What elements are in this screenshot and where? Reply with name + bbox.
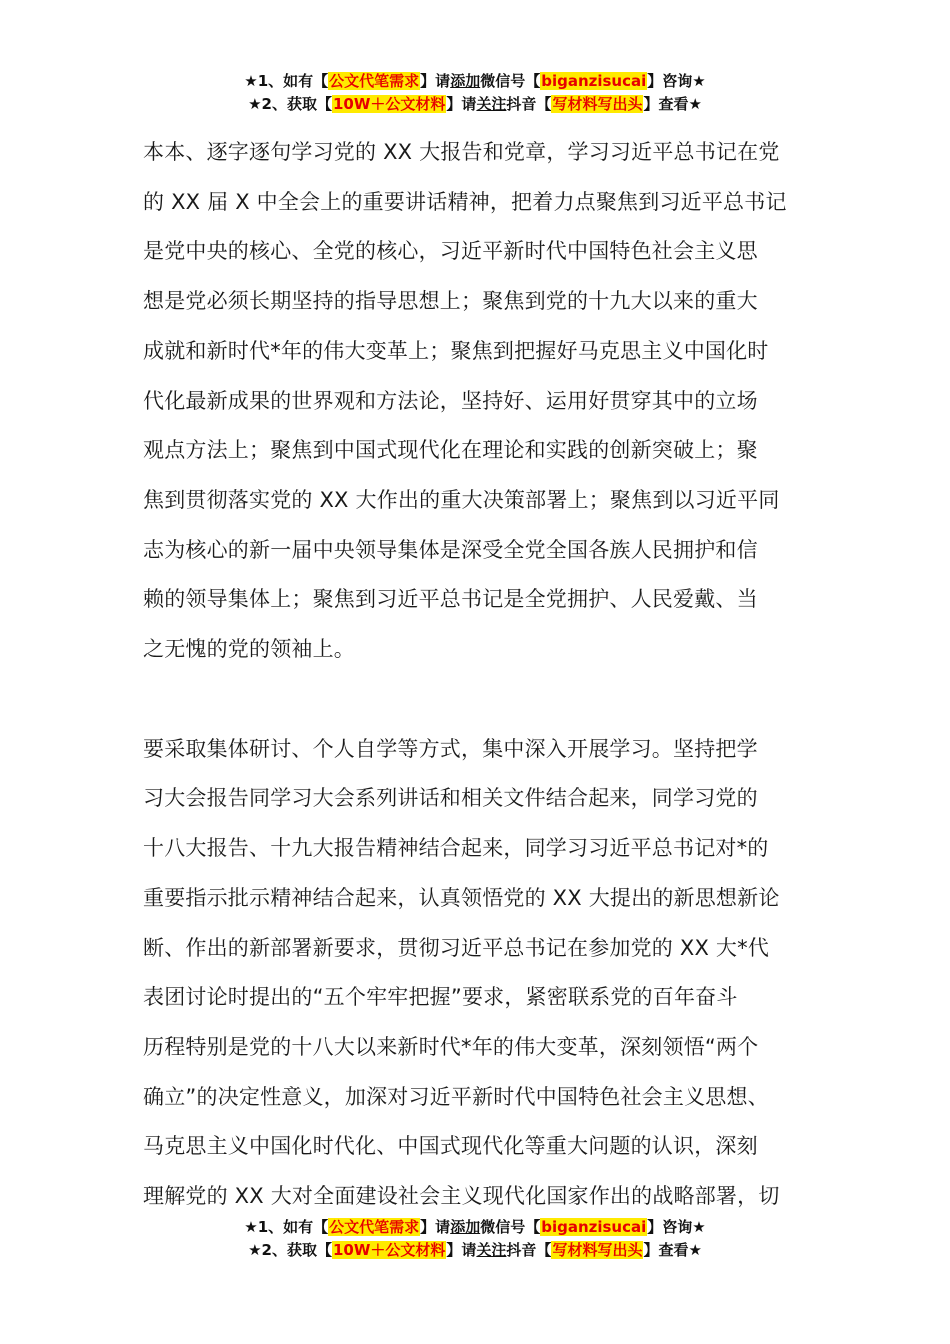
- paragraph-line: 志为核心的新一届中央领导集体是深受全党全国各族人民拥护和信: [143, 537, 758, 562]
- banner-line-1-mid2: 微信号【: [480, 1218, 541, 1236]
- banner-line-2-mid1: 】请: [446, 95, 477, 113]
- banner-line-1-mid1: 】请: [420, 72, 451, 90]
- top-banner: [0, 70, 950, 116]
- banner-line-1-prefix: ★1、如有【: [244, 1218, 329, 1236]
- banner-highlight-service: 公文代笔需求: [329, 1218, 420, 1236]
- banner-line-2-mid2: 抖音【: [506, 95, 552, 113]
- banner-line-2-suffix: 】查看★: [643, 95, 702, 113]
- paragraph-line: 表团讨论时提出的“五个牢牢把握”要求，紧密联系党的百年奋斗: [143, 985, 738, 1010]
- paragraph-line: 重要指示批示精神结合起来，认真领悟党的 XX 大提出的新思想新论: [143, 885, 780, 910]
- paragraph-line: 十八大报告、十九大报告精神结合起来，同学习习近平总书记对*的: [143, 836, 769, 861]
- paragraph-line: 要采取集体研讨、个人自学等方式，集中深入开展学习。坚持把学: [143, 736, 758, 761]
- paragraph-1: [143, 128, 823, 675]
- paragraph-line: 的 XX 届 X 中全会上的重要讲话精神，把着力点聚焦到习近平总书记: [143, 189, 787, 214]
- paragraph-line: 理解党的 XX 大对全面建设社会主义现代化国家作出的战略部署，切: [143, 1184, 780, 1209]
- paragraph-line: 焦到贯彻落实党的 XX 大作出的重大决策部署上；聚焦到以习近平同: [143, 487, 780, 512]
- banner-wechat-id: biganzisucai: [541, 72, 647, 90]
- banner-line-2-suffix: 】查看★: [643, 1241, 702, 1259]
- banner-line-1: [0, 70, 950, 93]
- banner-line-2-mid1: 】请: [446, 1241, 477, 1259]
- paragraph-line: 之无愧的党的领袖上。: [143, 637, 355, 662]
- paragraph-line: 马克思主义中国化时代化、中国式现代化等重大问题的认识，深刻: [143, 1134, 758, 1159]
- paragraph-line: 习大会报告同学习大会系列讲话和相关文件结合起来，同学习党的: [143, 786, 758, 811]
- banner-line-1-suffix: 】咨询★: [647, 72, 706, 90]
- paragraph-line: 是党中央的核心、全党的核心，习近平新时代中国特色社会主义思: [143, 239, 758, 264]
- banner-line-1-prefix: ★1、如有【: [244, 72, 329, 90]
- document-body: [143, 128, 823, 1222]
- paragraph-line: 历程特别是党的十八大以来新时代*年的伟大变革，深刻领悟“两个: [143, 1034, 759, 1059]
- bottom-banner: [0, 1216, 950, 1262]
- banner-line-1-suffix: 】咨询★: [647, 1218, 706, 1236]
- banner-line-2: [0, 93, 950, 116]
- banner-bold-word-follow: 关注: [476, 95, 507, 113]
- paragraph-line: 本本、逐字逐句学习党的 XX 大报告和党章，学习习近平总书记在党: [143, 140, 780, 164]
- paragraph-line: 观点方法上；聚焦到中国式现代化在理论和实践的创新突破上；聚: [143, 438, 758, 463]
- banner-bold-word-add: 添加: [450, 72, 481, 90]
- banner-bold-word-follow: 关注: [476, 1241, 507, 1259]
- banner-highlight-materials: 10W＋公文材料: [332, 95, 446, 113]
- paragraph-line: 赖的领导集体上；聚焦到习近平总书记是全党拥护、人民爱戴、当: [143, 587, 758, 612]
- banner-line-2-mid2: 抖音【: [506, 1241, 552, 1259]
- paragraph-line: 确立”的决定性意义，加深对习近平新时代中国特色社会主义思想、: [143, 1084, 769, 1109]
- banner-bold-word-add: 添加: [450, 1218, 481, 1236]
- banner-line-1-mid1: 】请: [420, 1218, 451, 1236]
- banner-line-1-mid2: 微信号【: [480, 72, 541, 90]
- banner-highlight-service: 公文代笔需求: [329, 72, 420, 90]
- banner-douyin-id: 写材料写出头: [552, 1241, 643, 1259]
- banner-line-1: [0, 1216, 950, 1239]
- banner-highlight-materials: 10W＋公文材料: [332, 1241, 446, 1259]
- banner-line-2-prefix: ★2、获取【: [248, 95, 332, 113]
- banner-wechat-id: biganzisucai: [541, 1218, 647, 1236]
- paragraph-line: 断、作出的新部署新要求，贯彻习近平总书记在参加党的 XX 大*代: [143, 935, 770, 960]
- banner-line-2: [0, 1239, 950, 1262]
- banner-line-2-prefix: ★2、获取【: [248, 1241, 332, 1259]
- paragraph-line: 成就和新时代*年的伟大变革上；聚焦到把握好马克思主义中国化时: [143, 338, 769, 363]
- paragraph-line: 想是党必须长期坚持的指导思想上；聚焦到党的十九大以来的重大: [143, 289, 758, 314]
- banner-douyin-id: 写材料写出头: [552, 95, 643, 113]
- paragraph-2: [143, 725, 823, 1222]
- paragraph-line: 代化最新成果的世界观和方法论，坚持好、运用好贯穿其中的立场: [143, 388, 758, 413]
